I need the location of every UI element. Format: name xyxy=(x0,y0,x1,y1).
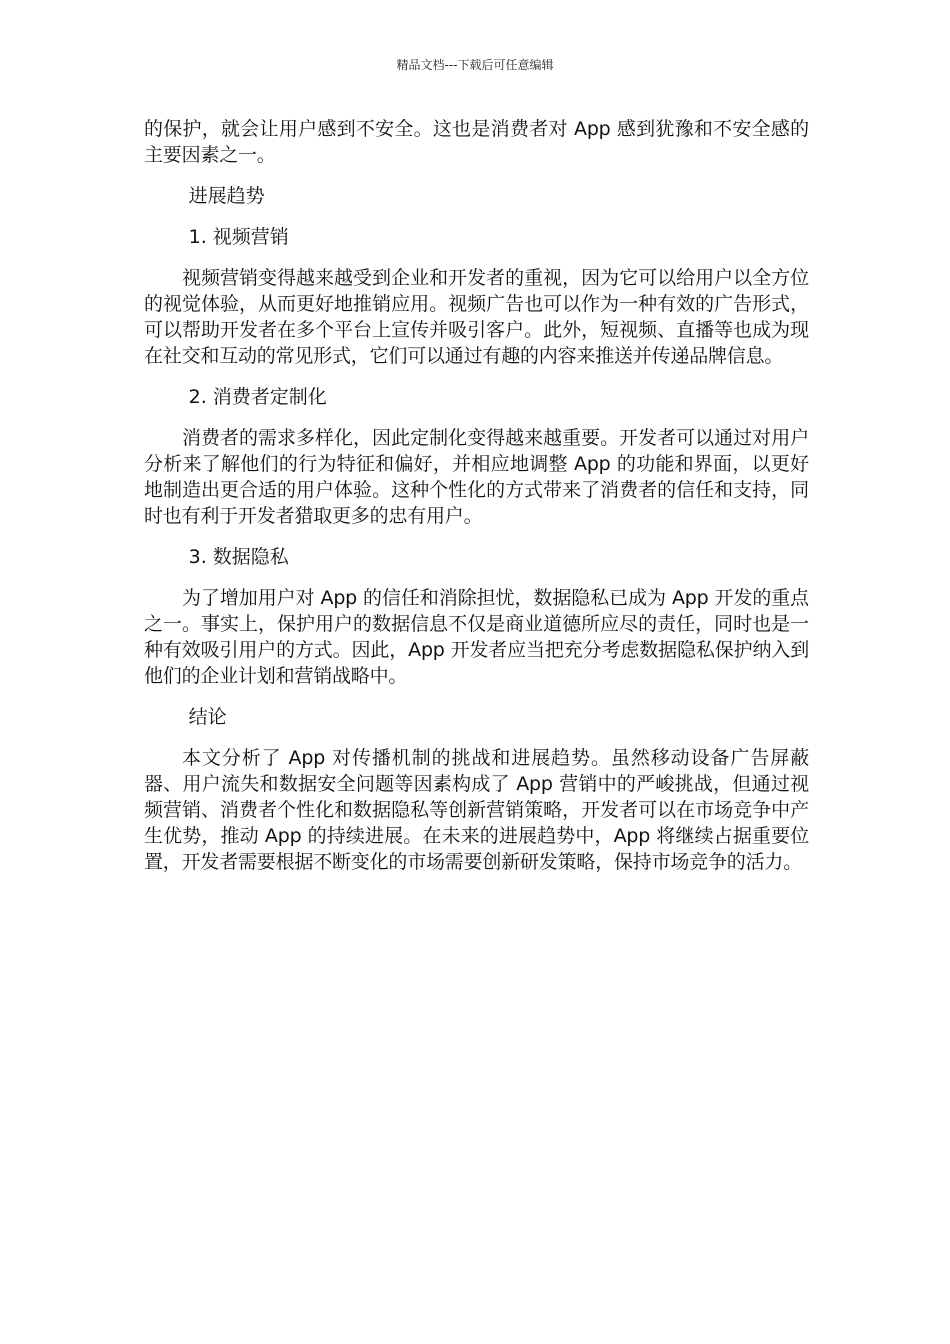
section-heading-customization: 2. 消费者定制化 xyxy=(188,386,327,408)
section-heading-data-privacy: 3. 数据隐私 xyxy=(188,546,289,568)
section-paragraph-customization: 消费者的需求多样化，因此定制化变得越来越重要。开发者可以通过对用户分析来了解他们的行为特征和偏好，并相应地调整 App 的功能和界面，以更好地制造出更合适的用户体验。这种个性化的方式带来了消费者的信任和支持，同时也有利于开发者猎取更多的忠有用户。 xyxy=(144,427,809,527)
document-body xyxy=(144,116,809,875)
page-header: 精品文档---下载后可任意编辑 xyxy=(396,58,554,72)
conclusion-heading: 结论 xyxy=(188,706,227,728)
conclusion-paragraph: 本文分析了 App 对传播机制的挑战和进展趋势。虽然移动设备广告屏蔽器、用户流失和数据安全问题等因素构成了 App 营销中的严峻挑战，但通过视频营销、消费者个性化和数据隐私等创新营销策略，开发者可以在市场竞争中产生优势，推动 App 的持续进展。在未来的进展趋势中，App 将继续占据重要位置，开发者需要根据不断变化的市场需要创新研发策略，保持市场竞争的活力。 xyxy=(144,747,809,873)
section-paragraph-data-privacy: 为了增加用户对 App 的信任和消除担忧，数据隐私已成为 App 开发的重点之一。事实上，保护用户的数据信息不仅是商业道德所应尽的责任，同时也是一种有效吸引用户的方式。因此，App 开发者应当把充分考虑数据隐私保护纳入到他们的企业计划和营销战略中。 xyxy=(144,587,809,687)
trends-heading: 进展趋势 xyxy=(188,185,265,207)
section-heading-video-marketing: 1. 视频营销 xyxy=(188,226,289,248)
section-paragraph-video-marketing: 视频营销变得越来越受到企业和开发者的重视，因为它可以给用户以全方位的视觉体验，从而更好地推销应用。视频广告也可以作为一种有效的广告形式，可以帮助开发者在多个平台上宣传并吸引客户。此外，短视频、直播等也成为现在社交和互动的常见形式，它们可以通过有趣的内容来推送并传递品牌信息。 xyxy=(144,267,809,367)
continuation-paragraph: 的保护，就会让用户感到不安全。这也是消费者对 App 感到犹豫和不安全感的主要因素之一。 xyxy=(144,118,809,166)
